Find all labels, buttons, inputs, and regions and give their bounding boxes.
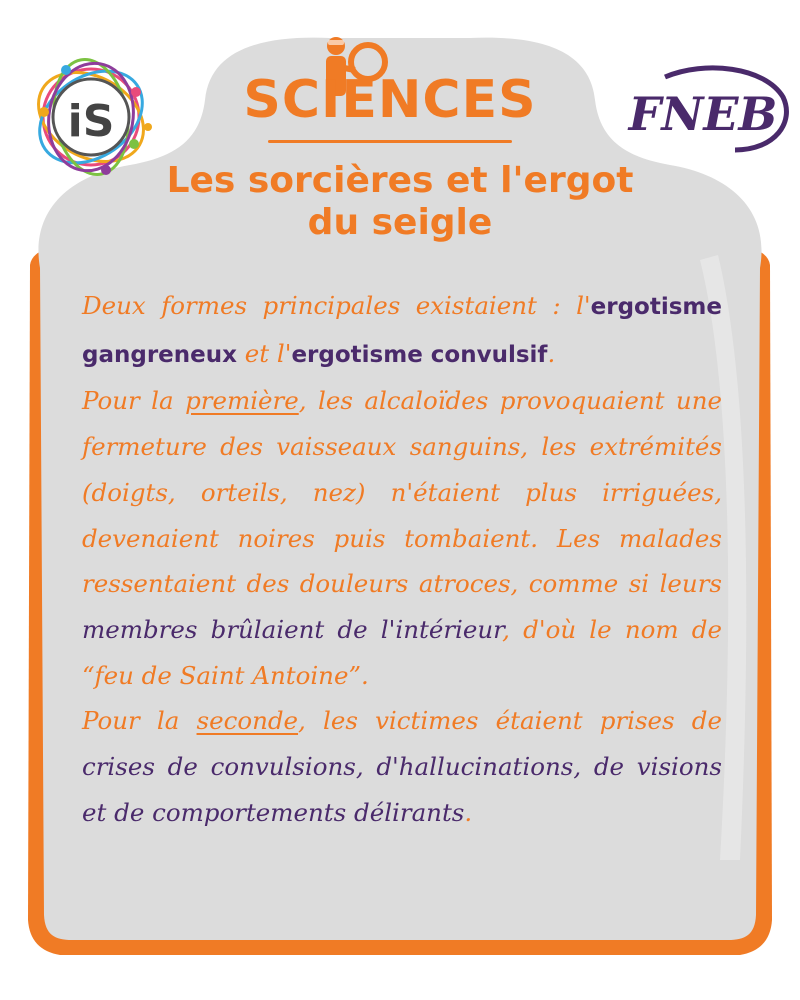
main-title-line2: du seigle bbox=[307, 202, 493, 243]
main-title bbox=[130, 160, 670, 244]
svg-text:iS: iS bbox=[67, 96, 115, 147]
p2-highlight: membres brûlaient de l'intérieur bbox=[82, 614, 503, 644]
p3-seconde: seconde bbox=[196, 706, 299, 736]
p1-term-convulsif: ergotisme convulsif bbox=[291, 341, 548, 368]
p3-text-a: Pour la bbox=[82, 706, 197, 736]
paragraph-2 bbox=[82, 378, 722, 698]
p1-text-c: et l' bbox=[236, 338, 292, 368]
p3-text-c: , les victimes étaient prises de bbox=[298, 706, 722, 736]
p2-text-a: Pour la bbox=[82, 386, 186, 416]
main-title-line1: Les sorcières et l'ergot bbox=[166, 160, 634, 201]
p2-premiere: première bbox=[185, 386, 299, 416]
p2-text-c: , les alcaloïdes provoquaient une fermeture des vaisseaux sanguins, les extrémités (doigts, orteils, nez) n'étaient plus irriguées, devenaient noires puis tombaient. Les malades ressentaient des douleurs atroces, comme si leurs bbox=[82, 386, 722, 599]
fneb-logo bbox=[625, 62, 790, 157]
p1-term-gangreneux: ergotisme gangreneux bbox=[82, 294, 722, 368]
title-underline bbox=[268, 140, 512, 143]
p1-text-a: Deux formes principales existaient : l' bbox=[82, 291, 591, 320]
p2-text-e: , d'où le nom de “feu de Saint Antoine”. bbox=[82, 614, 722, 690]
sciences-title: SCIENCES bbox=[243, 70, 537, 130]
paragraph-3 bbox=[82, 698, 722, 835]
p3-highlight: crises de convulsions, d'hallucinations, de visions et de comportements délirants bbox=[82, 752, 722, 827]
body-text bbox=[82, 283, 722, 835]
p1-text-e: . bbox=[547, 338, 556, 368]
p3-text-e: . bbox=[464, 797, 473, 827]
svg-text:FNEB: FNEB bbox=[628, 87, 778, 141]
paragraph-1 bbox=[82, 283, 722, 378]
